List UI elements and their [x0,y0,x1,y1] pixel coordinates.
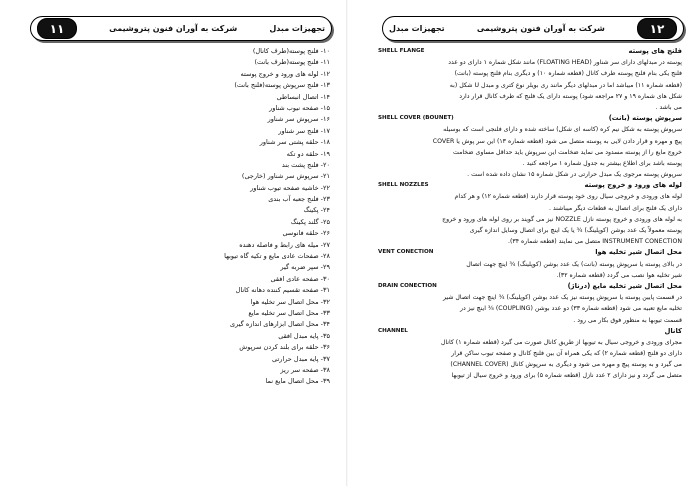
parts-list-item: ۲۳- فلنج جعبه آب بندی [268,195,330,204]
section-heading-fa: لوله های ورود و خروج پوسته [584,181,682,190]
parts-list-item: ۱۶- سرپوش سر شناور [267,115,330,124]
section-heading [378,180,682,191]
parts-list-item: ۳۷- پایه مبدل حرارتی [272,354,330,363]
paragraph-line: قسمت تیوبها به منظور فوق بکار می رود . [573,316,682,324]
company-name: شرکت به آوران فنون پتروشیمی [109,24,238,33]
section-heading [378,281,682,292]
paragraph-line: مجرای ورودی و خروجی سیال به تیوبها از طریق کانال صورت می گیرد (قطعه شماره ۱) کانال [440,338,682,346]
paragraph-line: در بالای پوسته یا سرپوش پوسته (بانت) یک عدد بوشن (کوپلینگ) ¾ اینچ جهت اتصال [466,260,682,268]
section-heading-fa: فلنج های پوسته [628,47,682,55]
parts-list-item: ۲۱- سرپوش سر شناور (خارجی) [241,172,330,181]
left-page [0,0,348,486]
parts-list-item: ۳۳- محل اتصال سر تخلیه مایع [248,308,330,317]
parts-list-item: ۱۹- حلقه دو تکه [286,149,330,158]
section-heading-fa: محل اتصال شیر تخلیه هوا [595,248,682,257]
section-heading-en: CHANNEL [378,327,408,334]
parts-list-item: ۳۲- محل اتصال سر تخلیه هوا [250,297,330,306]
section-heading-en: DRAIN CONECTION [378,282,437,289]
paragraph-line: می باشد . [655,103,682,111]
paragraph-line: پوسته در مبدلهای دارای سر شناور (FLOATING HEAD) مانند شکل شماره ۱ دارای دو عدد [448,59,682,67]
paragraph-line: به لوله های ورودی و خروج پوسته نازل NOZZLE نیز می گویند بر روی لوله های ورود و خروج [442,215,682,223]
parts-list-item: ۳۶- حلقه برای بلند کردن سرپوش [239,343,330,352]
paragraph-line: خروج مایع را از پوسته مسدود می نماید ضخامت این سرپوش باید حداقل مساوی ضخامت [453,148,682,156]
section-heading [378,247,682,258]
page-number-badge: ۱۱ [37,18,77,39]
paragraph-line: فلنج یکی بنام فلنج پوسته طرف کانال (قطعه شماره ۱۰) و دیگری بنام فلنج پوسته (بانت) [454,70,682,78]
parts-list-item: ۳۵- پایه مبدل افقی [278,331,330,340]
parts-list-item: ۳۱- صفحه تقسیم کننده دهانه کانال [235,286,330,295]
section-heading-en: SHELL COVER (BOUNET) [378,115,454,122]
paragraph-line: سرپوش پوسته به شکل نیم کره (کاسه ای شکل) ساخته شده و دارای فلنجی است که بوسیله [443,126,682,134]
page-body [378,46,682,382]
parts-list-item: ۱۱- فلنج پوسته(طرف بانت) [254,58,330,67]
paragraph-line: سرپوش پوسته مرجوی یک مبدل حرارتی در شکل شماره ۱۵ نشان داده شده است . [467,171,682,179]
paragraph-line: شیر تخلیه هوا نصب می گردد (قطعه شماره ۳۲). [556,271,682,279]
parts-list-item: ۱۴- اتصال انبساطی [276,92,330,101]
parts-list-item: ۳۰- صفحه عادی افقی [270,274,330,283]
parts-list-item: ۱۸- حلقه پشتی سر شناور [259,138,330,147]
paragraph-line: شکل های شماره ۱۹ و ۲۷ مراجعه شود) پوسته دارای یک فلنج که طرف کانال قرار دارد [459,92,682,100]
parts-list-item: ۳۹- محل اتصال مایع نما [265,377,330,386]
section-heading-fa: کانال [664,326,682,335]
parts-list-item: ۱۷- فلنج سر شناور [278,126,330,135]
section-title: تجهیزات مبدل [389,24,445,33]
section-heading [378,326,682,337]
parts-list-item: ۱۰- فلنج پوسته(طرف کانال) [252,47,330,55]
parts-list-item: ۱۲- لوله های ورود و خروج پوسته [240,69,330,78]
paragraph-line: پوسته معمولاً یک عدد بوشن (کوپلینگ) ¾ یا یک اینچ برای اتصال وسایل اندازه گیری [469,227,682,234]
section-heading-fa: سرپوش پوسته (بانت) [608,114,682,123]
parts-list-item: ۳۴- محل اتصال ابزارهای اندازه گیری [230,320,330,329]
paragraph-line: دارای دو فلنج (قطعه شماره ۲) که یکی همراه آن بین فلنج کانال و صفحه تیوب ساکن قرار [451,350,682,358]
paragraph-line: دارای یک فلنج برای اتصال به قطعات دیگر میباشند . [548,204,682,212]
section-heading-fa: محل اتصال شیر تخلیه مایع (درناژ) [567,281,682,290]
page-header [30,16,332,41]
parts-list-item: ۲۵- گلند پکینگ [290,217,330,226]
right-page [348,0,697,486]
paragraph-line: پیچ و مهره و قرار دادن لایی به پوسته متصل می شود (قطعه شماره ۱۳) این سر پوش یا COVER [432,137,682,145]
parts-list-item: ۲۴- پکینگ [303,206,330,215]
parts-list [30,46,330,388]
paragraph-line: پوسته باشد برای اطلاع بیشتر به جدول شماره ۱ مراجعه کنید . [522,159,682,167]
parts-list-item: ۳۸- صفحه سر ریز [280,365,330,374]
parts-list-item: ۲۹- سپر ضربه گیر [280,263,330,272]
paragraph-line: می گیرد و به پوسته پیچ و مهره می شود و دیگری به سرپوش کانال (CHANNEL COVER) [450,361,682,369]
section-heading [378,113,682,124]
parts-list-item: ۲۲- خاشیه صفحه تیوب شناور [250,183,330,192]
section-heading-en: SHELL FLANGE [378,48,425,54]
paragraph-line: (قطعه شماره ۱۱) میباشد اما در مبدلهای دیگر مانند ری بویلر نوع کتری و مبدل U شکل (به [449,81,682,89]
paragraph-line: در قسمت پایین پوسته یا سرپوش پوسته نیز یک عدد بوشن (کوپلینگ) ¾ اینچ جهت اتصال شیر [443,294,682,302]
parts-list-item: ۲۶- حلقه فانوسی [282,229,330,238]
section-heading-en: VENT CONECTION [378,249,434,256]
paragraph-line: متصل می گردد و نیز دارای ۲ عدد نازل (قطعه شماره ۵) برای ورود و خروج سیال از تیوبها [451,372,682,380]
paragraph-line: INSTRUMENT CONECTION متصل می نمایند (قطعه شماره ۳۴). [508,238,682,246]
paragraph-line: تخلیه مایع تعبیه می شود (قطعه شماره ۳۳) دو عدد بوشن (COUPLING) ¾ اینچ نیز در [459,305,682,313]
company-name: شرکت به آوران فنون پتروشیمی [476,24,605,33]
section-heading [378,46,682,57]
page-header [382,16,684,41]
parts-list-item: ۲۰- فلنج پشت بند [281,160,330,169]
parts-list-item: ۱۵- صفحه نیوب شناور [269,103,330,112]
parts-list-item: ۲۸- صفحات عادی مایع و تکیه گاه تیوبها [224,252,330,261]
parts-list-item: ۱۳- فلنج سرپوش پوسته(فلنج بانت) [234,81,330,90]
page-number-badge: ۱۲ [637,18,677,39]
paragraph-line: لوله های ورودی و خروجی سیال روی خود پوسته قرار دارند (قطعه شماره ۱۲) و هر کدام [454,193,682,201]
parts-list-item: ۲۷- میله های رابط و فاصله دهنده [239,240,330,249]
section-heading-en: SHELL NOZZLES [378,182,429,189]
section-title: تجهیزات مبدل [269,24,325,33]
